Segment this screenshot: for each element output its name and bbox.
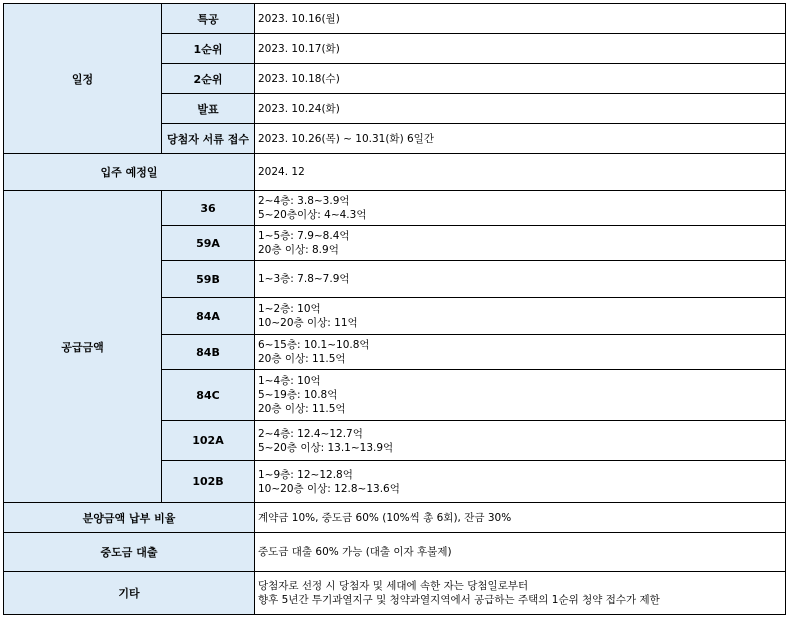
price-line: 10~20층 이상: 12.8~13.6억 [258, 482, 400, 495]
interim-loan-header: 중도금 대출 [4, 533, 255, 572]
move-in-header: 입주 예정일 [4, 154, 255, 191]
table-row [4, 4, 786, 34]
etc-line: 향후 5년간 투기과열지구 및 청약과열지역에서 공급하는 주택의 1순위 청약 접수가 제한 [258, 594, 660, 606]
etc-value [255, 572, 786, 615]
price-line: 20층 이상: 8.9억 [258, 244, 339, 256]
table-row [4, 191, 786, 226]
price-range [255, 226, 786, 261]
schedule-value: 2023. 10.16(월) [255, 4, 786, 34]
price-line: 1~4층: 10억 [258, 375, 321, 387]
schedule-value: 2023. 10.26(목) ~ 10.31(화) 6일간 [255, 124, 786, 154]
price-line: 20층 이상: 11.5억 [258, 403, 346, 415]
move-in-value: 2024. 12 [255, 154, 786, 191]
schedule-value: 2023. 10.17(화) [255, 34, 786, 64]
payment-ratio-header: 분양금액 납부 비율 [4, 503, 255, 533]
table-row [4, 533, 786, 572]
schedule-value: 2023. 10.24(화) [255, 94, 786, 124]
price-line: 20층 이상: 11.5억 [258, 353, 346, 365]
payment-ratio-value: 계약금 10%, 중도금 60% (10%씩 총 6회), 잔금 30% [255, 503, 786, 533]
unit-type: 59A [162, 226, 255, 261]
price-line: 2~4층: 3.8~3.9억 [258, 195, 350, 207]
unit-type: 102B [162, 461, 255, 503]
table-row [4, 503, 786, 533]
schedule-header: 일정 [4, 4, 162, 154]
schedule-value: 2023. 10.18(수) [255, 64, 786, 94]
schedule-label: 1순위 [162, 34, 255, 64]
table-row [4, 154, 786, 191]
price-range [255, 461, 786, 503]
price-range [255, 298, 786, 335]
price-line: 5~19층: 10.8억 [258, 389, 338, 401]
price-line: 1~3층: 7.8~7.9억 [258, 273, 350, 285]
subscription-info-table [3, 3, 786, 615]
price-line: 1~9층: 12~12.8억 [258, 468, 353, 481]
price-line: 1~2층: 10억 [258, 303, 321, 315]
price-range [255, 421, 786, 461]
table-row [4, 572, 786, 615]
etc-line: 당첨자로 선정 시 당첨자 및 세대에 속한 자는 당첨일로부터 [258, 580, 529, 592]
price-range [255, 370, 786, 421]
price-range [255, 191, 786, 226]
unit-type: 36 [162, 191, 255, 226]
price-line: 2~4층: 12.4~12.7억 [258, 427, 363, 440]
unit-type: 59B [162, 261, 255, 298]
price-range [255, 335, 786, 370]
unit-type: 84C [162, 370, 255, 421]
unit-type: 84B [162, 335, 255, 370]
price-line: 10~20층 이상: 11억 [258, 317, 358, 329]
price-range [255, 261, 786, 298]
interim-loan-value: 중도금 대출 60% 가능 (대출 이자 후불제) [255, 533, 786, 572]
price-line: 5~20층이상: 4~4.3억 [258, 209, 367, 221]
etc-header: 기타 [4, 572, 255, 615]
price-line: 1~5층: 7.9~8.4억 [258, 230, 350, 242]
price-line: 6~15층: 10.1~10.8억 [258, 339, 370, 351]
schedule-label: 2순위 [162, 64, 255, 94]
schedule-label: 특공 [162, 4, 255, 34]
unit-type: 84A [162, 298, 255, 335]
schedule-label: 발표 [162, 94, 255, 124]
price-line: 5~20층 이상: 13.1~13.9억 [258, 441, 394, 454]
unit-type: 102A [162, 421, 255, 461]
schedule-label: 당첨자 서류 접수 [162, 124, 255, 154]
supply-price-header: 공급금액 [4, 191, 162, 503]
